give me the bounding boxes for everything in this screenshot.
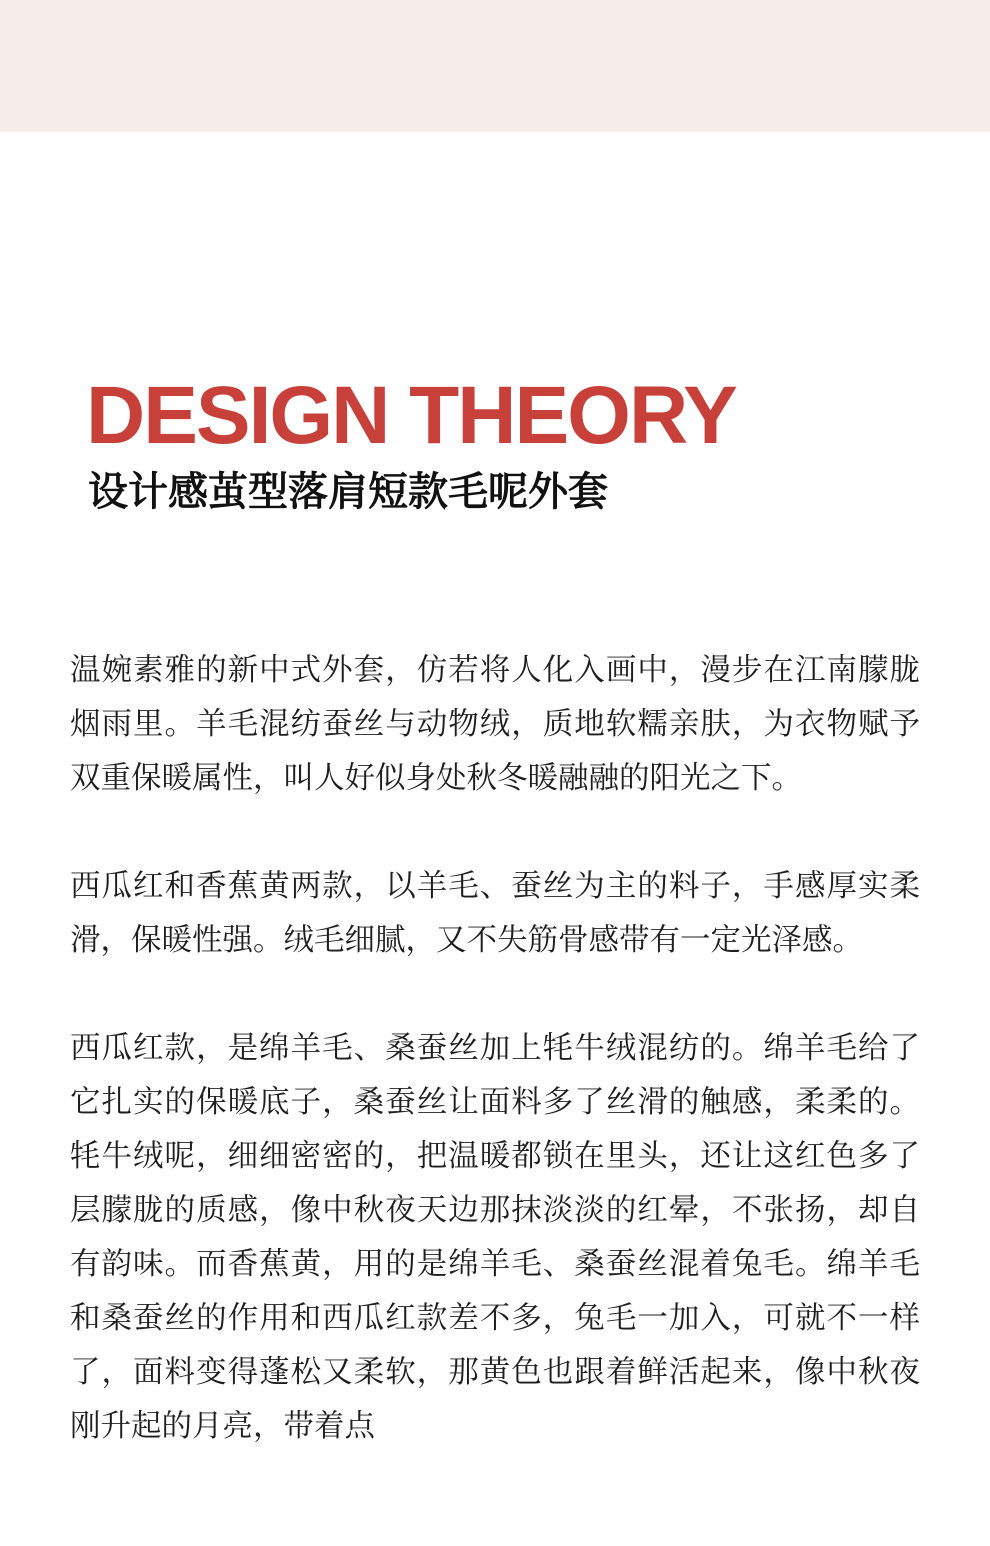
english-heading: DESIGN THEORY	[86, 370, 736, 461]
description-body	[70, 644, 920, 1508]
paragraph-material-detail: 西瓜红款，是绵羊毛、桑蚕丝加上牦牛绒混纺的。绵羊毛给了它扎实的保暖底子，桑蚕丝让面料多了丝滑的触感，柔柔的。牦牛绒呢，细细密密的，把温暖都锁在里头，还让这红色多了层朦胧的质感，像中秋夜天边那抹淡淡的红晕，不张扬，却自有韵味。而香蕉黄，用的是绵羊毛、桑蚕丝混着兔毛。绵羊毛和桑蚕丝的作用和西瓜红款差不多，兔毛一加入，可就不一样了，面料变得蓬松又柔软，那黄色也跟着鲜活起来，像中秋夜刚升起的月亮，带着点	[70, 1031, 920, 1444]
paragraph-intro: 温婉素雅的新中式外套，仿若将人化入画中，漫步在江南朦胧烟雨里。羊毛混纺蚕丝与动物绒，质地软糯亲肤，为衣物赋予双重保暖属性，叫人好似身处秋冬暖融融的阳光之下。	[70, 653, 920, 796]
chinese-product-title: 设计感茧型落肩短款毛呢外套	[88, 469, 608, 515]
top-banner-band	[0, 0, 990, 132]
paragraph-colorways: 西瓜红和香蕉黄两款，以羊毛、蚕丝为主的料子，手感厚实柔滑，保暖性强。绒毛细腻，又不失筋骨感带有一定光泽感。	[70, 869, 920, 958]
